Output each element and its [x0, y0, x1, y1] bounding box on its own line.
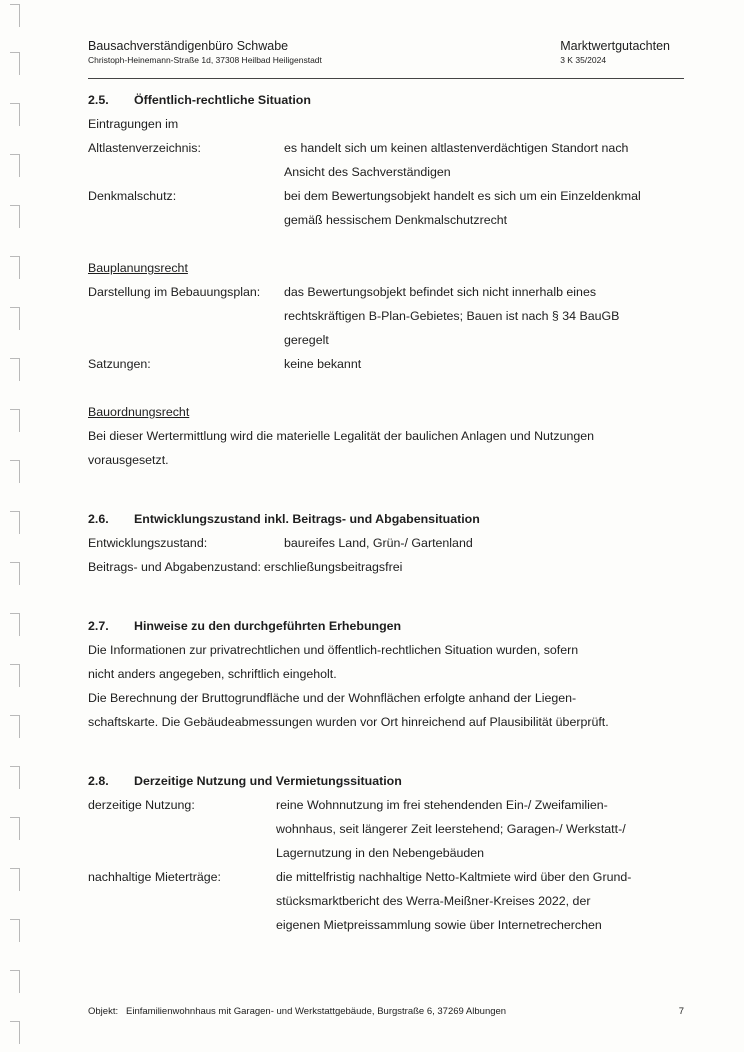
field-label: Beitrags- und Abgabenzustand: — [88, 560, 261, 574]
section-heading-2-7 — [88, 614, 688, 638]
field-label: derzeitige Nutzung: — [88, 798, 195, 812]
field-row-satzungen — [88, 352, 688, 376]
binder-mark — [10, 358, 20, 381]
subsection-title-bauordnungsrecht: Bauordnungsrecht — [88, 405, 190, 419]
section-title: Entwicklungszustand inkl. Beitrags- und Abgabensituation — [134, 512, 480, 526]
binder-mark — [10, 664, 20, 687]
paragraph-line: Bei dieser Wertermittlung wird die materielle Legalität der baulichen Anlagen und Nutzungen — [88, 429, 595, 443]
value-line: Ansicht des Sachverständigen — [284, 165, 451, 179]
binder-mark — [10, 1021, 20, 1044]
binder-mark — [10, 256, 20, 279]
section-heading-2-5 — [88, 88, 688, 112]
page-content — [88, 88, 688, 937]
document-block — [560, 38, 670, 66]
field-row-denkmalschutz — [88, 184, 688, 232]
field-label: Denkmalschutz: — [88, 189, 177, 203]
section-number: 2.5. — [88, 93, 109, 107]
value-line: Lagernutzung in den Nebengebäuden — [276, 846, 485, 860]
field-label: Darstellung im Bebauungsplan: — [88, 285, 261, 299]
binder-mark — [10, 715, 20, 738]
binder-mark — [10, 409, 20, 432]
paragraph-line: nicht anders angegeben, schriftlich eingeholt. — [88, 667, 337, 681]
section-title: Derzeitige Nutzung und Vermietungssituation — [134, 774, 402, 788]
section-number: 2.7. — [88, 619, 109, 633]
binder-mark — [10, 613, 20, 636]
field-row-altlasten — [88, 136, 688, 184]
binder-mark — [10, 970, 20, 993]
header-rule — [88, 78, 684, 79]
office-block — [88, 38, 322, 66]
value-line: das Bewertungsobjekt befindet sich nicht innerhalb eines — [284, 285, 597, 299]
value-line: bei dem Bewertungsobjekt handelt es sich um ein Einzeldenkmal — [284, 189, 641, 203]
value-line: wohnhaus, seit längerer Zeit leerstehend; Garagen-/ Werkstatt-/ — [276, 822, 626, 836]
section-heading-2-8 — [88, 769, 688, 793]
section-title: Öffentlich-rechtliche Situation — [134, 93, 311, 107]
office-address: Christoph-Heinemann-Straße 1d, 37308 Heilbad Heiligenstadt — [88, 55, 322, 65]
field-value: baureifes Land, Grün-/ Gartenland — [284, 536, 473, 550]
field-value — [276, 793, 688, 865]
field-value: keine bekannt — [284, 357, 362, 371]
binder-margin — [0, 0, 30, 1052]
field-label: Entwicklungszustand: — [88, 536, 208, 550]
field-value — [284, 280, 688, 352]
entries-intro: Eintragungen im — [88, 117, 179, 131]
binder-mark — [10, 205, 20, 228]
field-value — [284, 136, 688, 184]
field-value — [276, 865, 688, 937]
paragraph-line: vorausgesetzt. — [88, 453, 169, 467]
paragraph-line: Die Berechnung der Bruttogrundfläche und der Wohnflächen erfolgte anhand der Liegen- — [88, 691, 577, 705]
binder-mark — [10, 460, 20, 483]
binder-mark — [10, 919, 20, 942]
binder-mark — [10, 562, 20, 585]
value-line: die mittelfristig nachhaltige Netto-Kaltmiete wird über den Grund- — [276, 870, 632, 884]
binder-mark — [10, 817, 20, 840]
office-name: Bausachverständigenbüro Schwabe — [88, 39, 289, 53]
binder-mark — [10, 307, 20, 330]
value-line: geregelt — [284, 333, 329, 347]
field-value: erschließungsbeitragsfrei — [263, 560, 403, 574]
field-row-derzeitige-nutzung — [88, 793, 688, 865]
section-number: 2.6. — [88, 512, 109, 526]
field-row-bebauungsplan — [88, 280, 688, 352]
paragraph-line: Die Informationen zur privatrechtlichen und öffentlich-rechtlichen Situation wurden, sofern — [88, 643, 579, 657]
value-line: eigenen Mietpreissammlung sowie über Internetrecherchen — [276, 918, 602, 932]
field-label: Altlastenverzeichnis: — [88, 141, 201, 155]
binder-mark — [10, 52, 20, 75]
value-line: rechtskräftigen B-Plan-Gebietes; Bauen ist nach § 34 BauGB — [284, 309, 620, 323]
file-reference: 3 K 35/2024 — [560, 55, 607, 65]
paragraph-line: schaftskarte. Die Gebäudeabmessungen wurden vor Ort hinreichend auf Plausibilität überprüft. — [88, 715, 609, 729]
value-line: stücksmarktbericht des Werra-Meißner-Kreises 2022, der — [276, 894, 591, 908]
value-line: gemäß hessischem Denkmalschutzrecht — [284, 213, 508, 227]
field-row-abgabenzustand — [88, 555, 688, 579]
field-row-mietertraege — [88, 865, 688, 937]
subsection-title-bauplanungsrecht: Bauplanungsrecht — [88, 261, 188, 275]
binder-mark — [10, 766, 20, 789]
field-value — [284, 184, 688, 232]
section-heading-2-6 — [88, 507, 688, 531]
binder-mark — [10, 511, 20, 534]
binder-mark — [10, 4, 20, 27]
value-line: reine Wohnnutzung im frei stehendenden Ein-/ Zweifamilien- — [276, 798, 608, 812]
section-number: 2.8. — [88, 774, 109, 788]
object-description: Objekt: Einfamilienwohnhaus mit Garagen- und Werkstattgebäude, Burgstraße 6, 37269 Albungen — [88, 1006, 507, 1017]
binder-mark — [10, 154, 20, 177]
page-number: 7 — [678, 1006, 684, 1017]
section-title: Hinweise zu den durchgeführten Erhebungen — [134, 619, 402, 633]
binder-mark — [10, 103, 20, 126]
value-line: es handelt sich um keinen altlastenverdächtigen Standort nach — [284, 141, 629, 155]
field-row-entwicklungszustand — [88, 531, 688, 555]
field-label: nachhaltige Mieterträge: — [88, 870, 221, 884]
document-type: Marktwertgutachten — [560, 39, 670, 53]
binder-mark — [10, 868, 20, 891]
field-label: Satzungen: — [88, 357, 151, 371]
